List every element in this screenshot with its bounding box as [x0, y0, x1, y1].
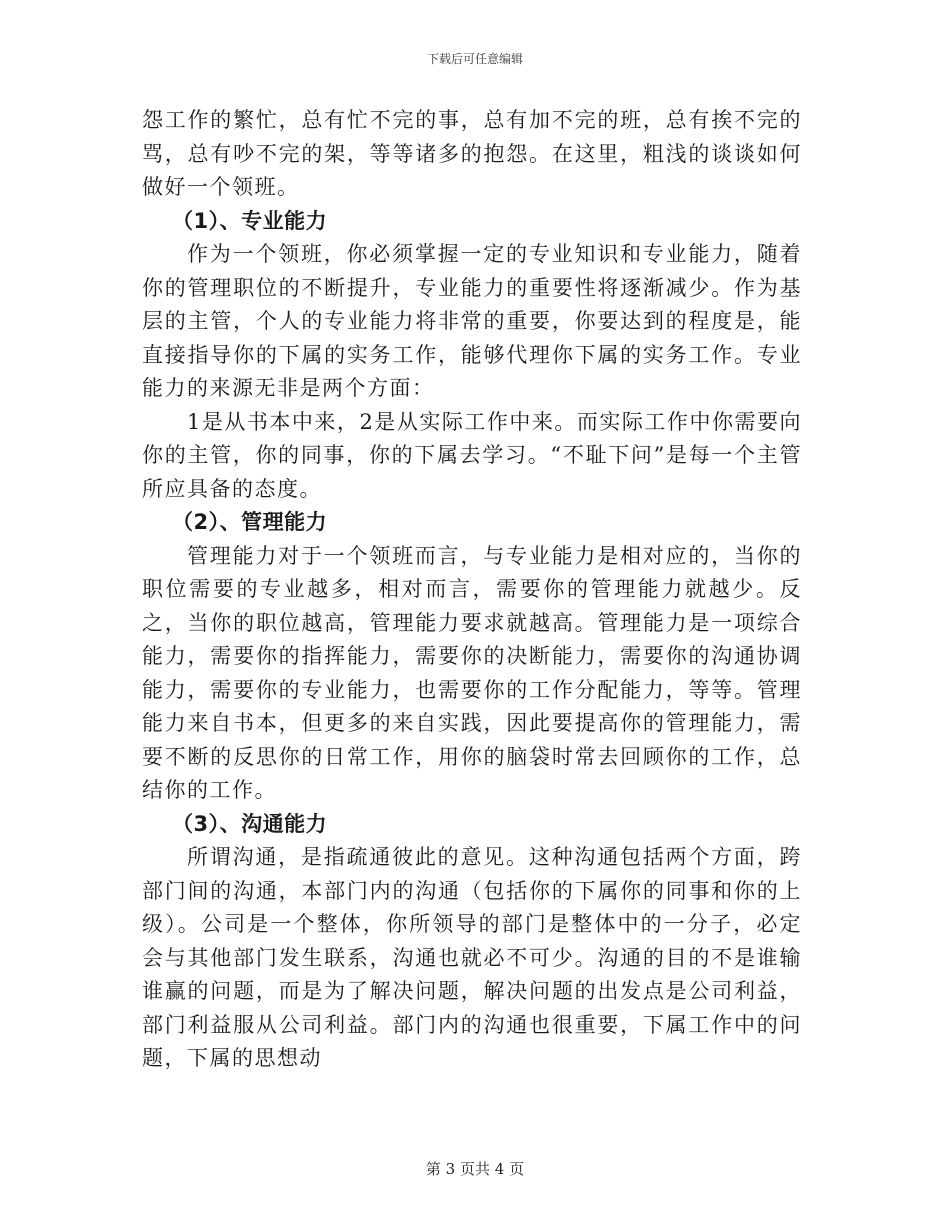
section-heading-communication-ability: （3）、沟通能力: [172, 811, 328, 836]
intro-paragraph: 怨工作的繁忙，总有忙不完的事，总有加不完的班，总有挨不完的骂，总有吵不完的架，等等诸多的抱怨。在这里，粗浅的谈谈如何做好一个领班。: [142, 108, 802, 199]
paragraph: 作为一个领班，你必须掌握一定的专业知识和专业能力，随着你的管理职位的不断提升，专业能力的重要性将逐渐减少。作为基层的主管，个人的专业能力将非常的重要，你要达到的程度是，能直接指导你的下属的实务工作，能够代理你下属的实务工作。专业能力的来源无非是两个方面：: [142, 242, 802, 400]
paragraph: 1是从书本中来，2是从实际工作中来。而实际工作中你需要向你的主管，你的同事，你的下属去学习。“不耻下问”是每一个主管所应具备的态度。: [142, 409, 802, 501]
section-heading-management-ability: （2）、管理能力: [172, 510, 328, 534]
section-heading-professional-ability: （1）、专业能力: [172, 208, 328, 233]
page-header: 下载后可任意编辑: [426, 52, 523, 66]
document-body: [142, 104, 802, 1076]
page-number-footer: 第 3 页共 4 页: [425, 1160, 525, 1178]
paragraph: 所谓沟通，是指疏通彼此的意见。这种沟通包括两个方面，跨部门间的沟通，本部门内的沟通（包括你的下属你的同事和你的上级）。公司是一个整体，你所领导的部门是整体中的一分子，必定会与其他部门发生联系，沟通也就必不可少。沟通的目的不是谁输谁赢的问题，而是为了解决问题，解决问题的出发点是公司利益，部门利益服从公司利益。部门内的沟通也很重要，下属工作中的问题，下属的思想动: [142, 845, 802, 1070]
paragraph: 管理能力对于一个领班而言，与专业能力是相对应的，当你的职位需要的专业越多，相对而言，需要你的管理能力就越少。反之，当你的职位越高，管理能力要求就越高。管理能力是一项综合能力，需要你的指挥能力，需要你的决断能力，需要你的沟通协调能力，需要你的专业能力，也需要你的工作分配能力，等等。管理能力来自书本，但更多的来自实践，因此要提高你的管理能力，需要不断的反思你的日常工作，用你的脑袋时常去回顾你的工作，总结你的工作。: [142, 543, 802, 802]
